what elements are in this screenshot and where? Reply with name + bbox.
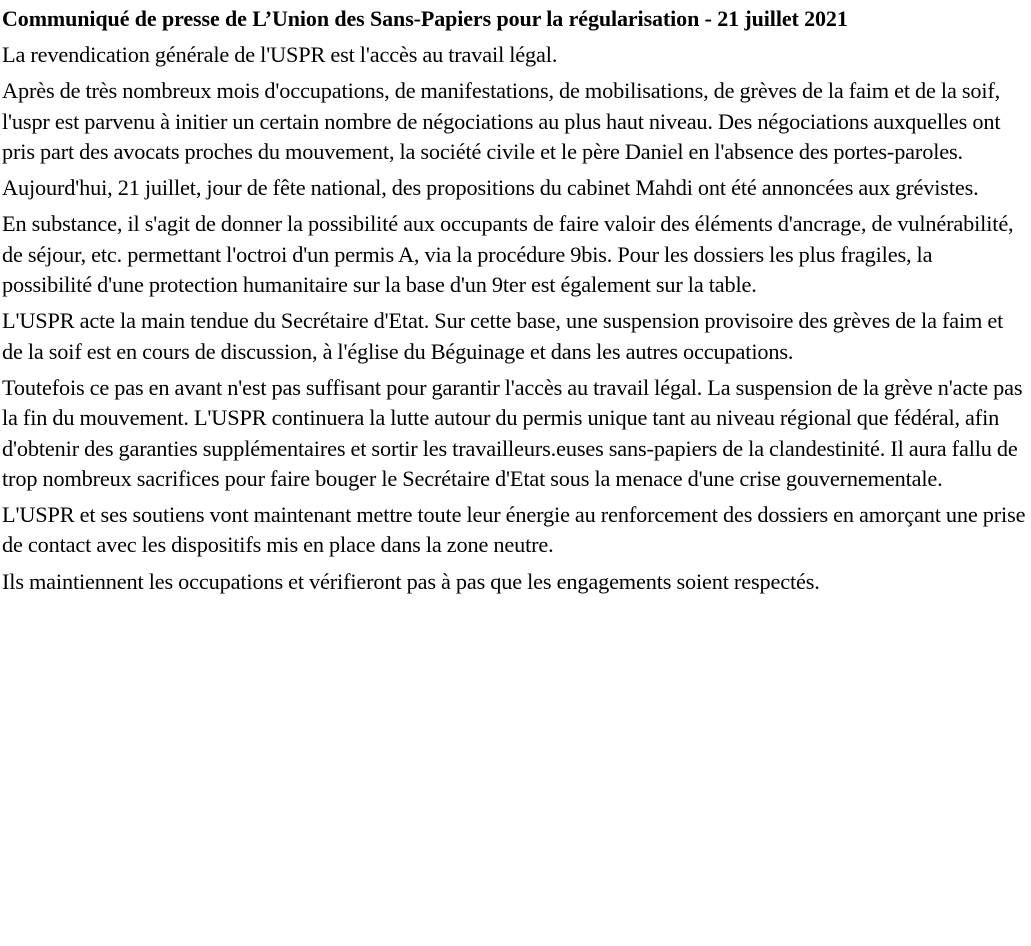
- paragraph-general-demand: La revendication générale de l'USPR est l'accès au travail légal.: [2, 42, 558, 67]
- paragraph-proposals-announced: Aujourd'hui, 21 juillet, jour de fête national, des propositions du cabinet Mahdi ont été annoncées aux grévistes.: [2, 175, 979, 201]
- paragraph-continued-struggle: Toutefois ce pas en avant n'est pas suffisant pour garantir l'accès au travail légal. La suspension de la grève n'acte pas la fin du mouvement. L'USPR continuera la lutte autour du permis unique tant au niveau régional que fédéral, afin d'obtenir des garanties supplémentaires et sortir les travailleurs.euses sans-papiers de la clandestinité. Il aura fallu de trop nombreux sacrifices pour faire bouger le Secrétaire d'Etat sous la menace d'une crise gouvernementale.: [2, 374, 1023, 491]
- paragraph-occupations-maintained: Ils maintiennent les occupations et vérifieront pas à pas que les engagements soient respectés.: [2, 568, 820, 594]
- paragraph-negotiations: Après de très nombreux mois d'occupations, de manifestations, de mobilisations, de grèves de la faim et de la soif, l'uspr est parvenu à initier un certain nombre de négociations au plus haut niveau. Des négociations auxquelles ont pris part des avocats proches du mouvement, la société civile et le père Daniel en l'absence des portes-paroles.: [2, 78, 1001, 164]
- press-release-document: [2, 0, 1026, 597]
- paragraph-file-reinforcement: L'USPR et ses soutiens vont maintenant mettre toute leur énergie au renforcement des dossiers en amorçant une prise de contact avec les dispositifs mis en place dans la zone neutre.: [2, 502, 1026, 558]
- paragraph-suspension: L'USPR acte la main tendue du Secrétaire d'Etat. Sur cette base, une suspension provisoire des grèves de la faim et de la soif est en cours de discussion, à l'église du Béguinage et dans les autres occupations.: [2, 308, 1004, 364]
- document-title: Communiqué de presse de L’Union des Sans-Papiers pour la régularisation - 21 juillet 2021: [2, 6, 848, 31]
- paragraph-substance: En substance, il s'agit de donner la possibilité aux occupants de faire valoir des éléments d'ancrage, de vulnérabilité, de séjour, etc. permettant l'octroi d'un permis A, via la procédure 9bis. Pour les dossiers les plus fragiles, la possibilité d'une protection humanitaire sur la base d'un 9ter est également sur la table.: [2, 211, 1014, 298]
